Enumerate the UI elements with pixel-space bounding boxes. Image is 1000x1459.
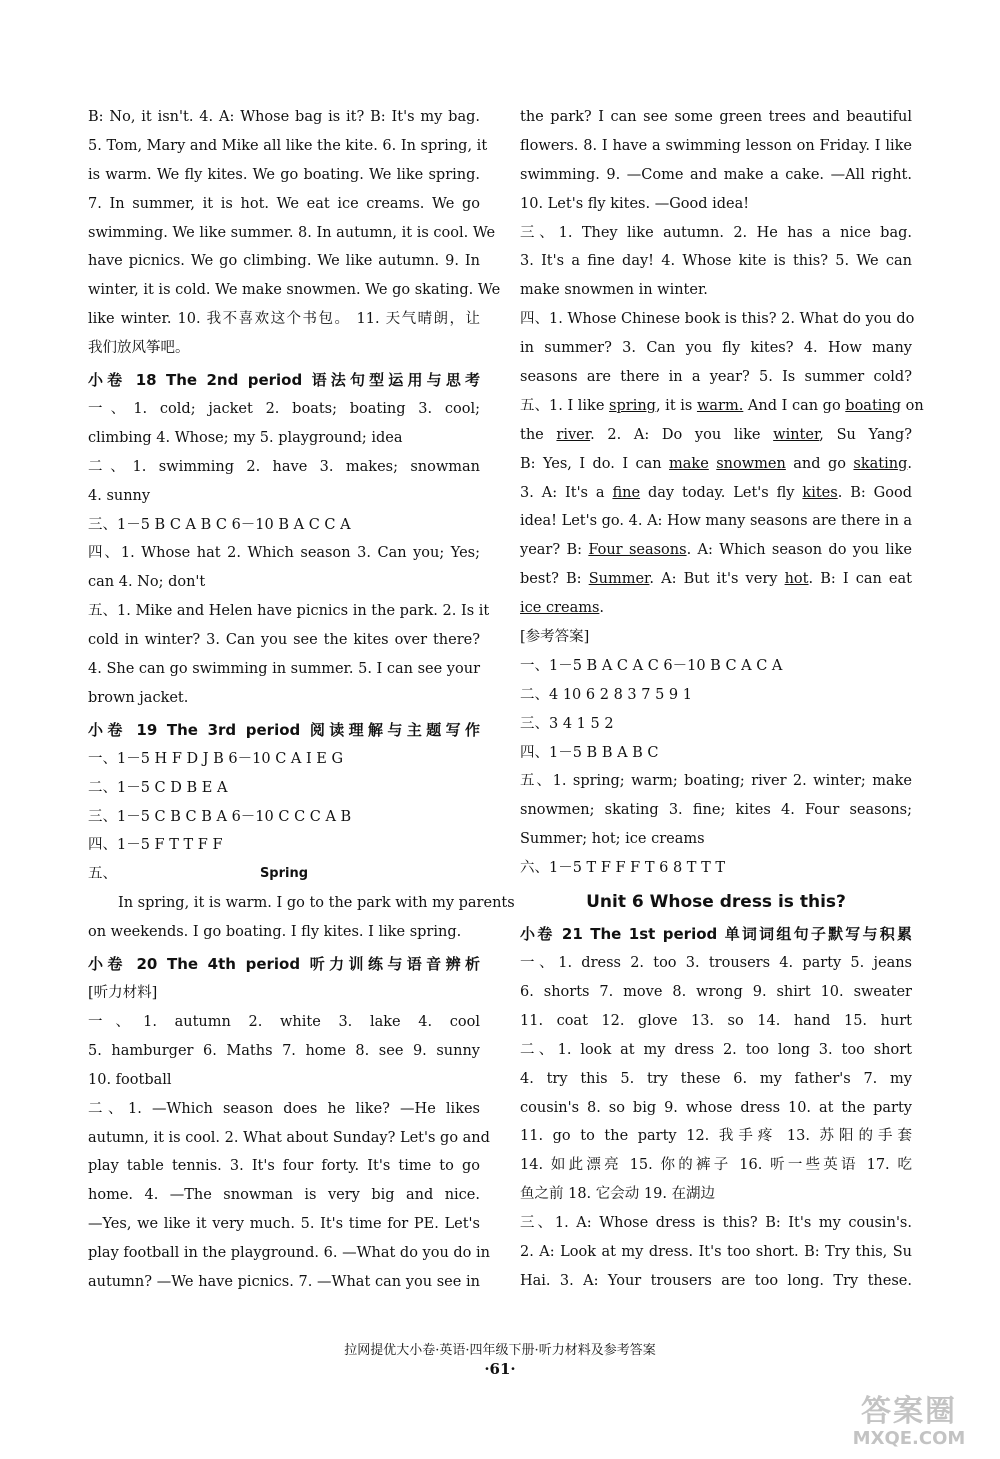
answer-line: 六、1－5 T F F F T 6 8 T T T [520, 860, 726, 877]
text-line: B: No, it isn't. 4. A: Whose bag is it? B: It's my bag. [88, 109, 480, 125]
section-20-title: 小卷 20 The 4th period 听力训练与语音辨析 [88, 955, 480, 974]
listening-line: 二、1. —Which season does he like? —He likes [88, 1100, 480, 1117]
text-line: 7. In summer, it is hot. We eat ice creams. We go [88, 195, 480, 212]
dialogue-line: 五、1. I like spring, it is warm. And I can go boating on [520, 397, 924, 414]
section-21-title: 小卷 21 The 1st period 单词词组句子默写与积累 [520, 925, 912, 944]
answer-line: 一、1. dress 2. too 3. trousers 4. party 5. jeans [520, 955, 912, 972]
listening-line: 10. Let's fly kites. —Good idea! [520, 195, 750, 212]
answer-line: 二、1. look at my dress 2. too long 3. too short [520, 1041, 912, 1058]
answer-line: 4. sunny [88, 487, 151, 504]
listening-line: 三、1. They like autumn. 2. He has a nice bag. [520, 224, 912, 241]
underlined-word: make [669, 455, 709, 472]
answer-line: 四、1. Whose hat 2. Which season 3. Can you; Yes; [88, 545, 480, 562]
dialogue-line: 3. A: It's a fine day today. Let's fly kites. B: Good [520, 484, 912, 501]
answer-line: Summer; hot; ice creams [520, 831, 705, 848]
underlined-word: river [556, 426, 591, 443]
listening-line: make snowmen in winter. [520, 282, 708, 299]
answer-line: 4. try this 5. try these 6. my father's 7. my [520, 1070, 912, 1087]
listening-line: —Yes, we like it very much. 5. It's time for PE. Let's [88, 1216, 480, 1233]
left-column [88, 103, 515, 1297]
listening-line: in summer? 3. Can you fly kites? 4. How many [520, 340, 912, 357]
page-footer: 拉网提优大小卷·英语·四年级下册·听力材料及参考答案 [344, 1343, 656, 1358]
dialogue-line: idea! Let's go. 4. A: How many seasons are there in a [520, 513, 913, 530]
answer-line: 五、1. spring; warm; boating; river 2. winter; make [520, 773, 912, 790]
section-19-title: 小卷 19 The 3rd period 阅读理解与主题写作 [88, 720, 480, 739]
answer-line: can 4. No; don't [88, 574, 206, 591]
answer-line: 一、1－5 B A C A C 6－10 B C A C A [520, 657, 783, 674]
dialogue-line: the river. 2. A: Do you like winter, Su Yang? [520, 426, 912, 443]
listening-line: swimming. 9. —Come and make a cake. —All right. [520, 166, 912, 183]
underlined-word: warm. [696, 397, 744, 414]
watermark-logo [834, 1395, 984, 1451]
underlined-word: skating [853, 455, 908, 472]
answer-line: 11. go to the party 12. 我手疼 13. 苏阳的手套 [520, 1128, 912, 1145]
answers-tag: [参考答案] [520, 629, 590, 646]
answer-line: 一、1. cold; jacket 2. boats; boating 3. cool; [88, 401, 480, 418]
text-line: 5. Tom, Mary and Mike all like the kite. 6. In spring, it [88, 137, 488, 154]
answer-line: 四、1－5 B B A B C [520, 744, 659, 761]
writing-title: Spring [259, 866, 309, 882]
essay-line: In spring, it is warm. I go to the park with my parents [118, 895, 515, 912]
dialogue-line: year? B: Four seasons. A: Which season do you like [520, 542, 912, 559]
listening-line: autumn? —We have picnics. 7. —What can you see in [88, 1273, 480, 1290]
listening-line: 5. hamburger 6. Maths 7. home 8. see 9. sunny [88, 1042, 480, 1059]
text-line: 我们放风筝吧。 [88, 340, 190, 357]
right-column [520, 103, 924, 1296]
underlined-word: fine [612, 484, 641, 501]
writing-header [88, 860, 480, 889]
answer-line: 三、1－5 B C A B C 6－10 B A C C A [88, 516, 351, 533]
writing-label: 五、 [88, 866, 117, 883]
answer-line: 11. coat 12. glove 13. so 14. hand 15. hurt [520, 1012, 912, 1029]
answer-line: 6. shorts 7. move 8. wrong 9. shirt 10. sweater [520, 983, 912, 1000]
text-line: like winter. 10. 我不喜欢这个书包。 11. 天气晴朗，让 [88, 311, 480, 328]
text-line: is warm. We fly kites. We go boating. We like spring. [88, 166, 480, 183]
dialogue-line: ice creams. [520, 600, 605, 617]
listening-line: the park? I can see some green trees and beautiful [520, 109, 912, 125]
unit-title: Unit 6 Whose dress is this? [586, 892, 846, 913]
listening-line: play table tennis. 3. It's four forty. It's time to go [88, 1158, 480, 1175]
dialogue-line: B: Yes, I do. I can make snowmen and go skating. [520, 455, 912, 472]
underlined-word: boating [845, 397, 902, 414]
watermark-logo-text: 答案圈 [861, 1394, 957, 1429]
text-line: have picnics. We go climbing. We like autumn. 9. In [88, 253, 480, 270]
underlined-word: Four seasons [588, 542, 687, 559]
underlined-word: hot [784, 571, 809, 588]
essay-line: on weekends. I go boating. I fly kites. I like spring. [88, 924, 462, 941]
listening-line: 10. football [88, 1071, 172, 1088]
answer-line: 4. She can go swimming in summer. 5. I can see your [88, 661, 480, 678]
section-18-title: 小卷 18 The 2nd period 语法句型运用与思考 [88, 371, 480, 390]
answer-line: 14. 如此漂亮 15. 你的裤子 16. 听一些英语 17. 吃 [520, 1157, 912, 1174]
answer-line: Hai. 3. A: Your trousers are too long. Try these. [520, 1272, 912, 1289]
listening-tag: [听力材料] [88, 985, 158, 1002]
answer-line: snowmen; skating 3. fine; kites 4. Four seasons; [520, 802, 912, 819]
answer-line: 三、3 4 1 5 2 [520, 715, 614, 732]
listening-line: play football in the playground. 6. —What do you do in [88, 1245, 490, 1262]
listening-line: seasons are there in a year? 5. Is summer cold? [520, 369, 912, 386]
answer-line: 三、1－5 C B C B A 6－10 C C C A B [88, 808, 352, 825]
dialogue-line: best? B: Summer. A: But it's very hot. B: I can eat [520, 571, 912, 588]
answer-line: 一、1－5 H F D J B 6－10 C A I E G [88, 750, 344, 767]
answer-line: brown jacket. [88, 689, 189, 706]
watermark-site: MXQE.COM [852, 1428, 966, 1449]
listening-line: home. 4. —The snowman is very big and nice. [88, 1187, 480, 1204]
listening-line: 3. It's a fine day! 4. Whose kite is this? 5. We can [520, 253, 912, 270]
listening-line: 一、1. autumn 2. white 3. lake 4. cool [88, 1013, 480, 1030]
text-line: winter, it is cold. We make snowmen. We go skating. We [88, 282, 501, 299]
answer-line: 2. A: Look at my dress. It's too short. B: Try this, Su [520, 1243, 912, 1260]
answer-line: climbing 4. Whose; my 5. playground; idea [88, 429, 403, 446]
listening-line: autumn, it is cool. 2. What about Sunday? Let's go and [88, 1129, 490, 1146]
answer-line: 五、1. Mike and Helen have picnics in the park. 2. Is it [88, 603, 490, 620]
answer-line: cousin's 8. so big 9. whose dress 10. at the party [520, 1099, 912, 1116]
listening-line: 四、1. Whose Chinese book is this? 2. What do you do [520, 311, 915, 328]
listening-line: flowers. 8. I have a swimming lesson on Friday. I like [520, 137, 912, 154]
answer-line: 二、4 10 6 2 8 3 7 5 9 1 [520, 686, 692, 703]
underlined-word: winter [773, 426, 820, 443]
answer-line: 二、1－5 C D B E A [88, 779, 228, 796]
answer-line: 鱼之前 18. 它会动 19. 在湖边 [520, 1186, 716, 1203]
underlined-word: kites [802, 484, 838, 501]
underlined-word: Summer [588, 571, 650, 588]
underlined-word: ice creams [520, 600, 600, 617]
page-number: ·61· [484, 1360, 516, 1378]
answer-line: 二、1. swimming 2. have 3. makes; snowman [88, 458, 480, 475]
answer-line: 三、1. A: Whose dress is this? B: It's my cousin's. [520, 1215, 912, 1232]
answer-line: cold in winter? 3. Can you see the kites over there? [88, 632, 480, 649]
underlined-word: spring [609, 397, 656, 414]
text-line: swimming. We like summer. 8. In autumn, it is cool. We [88, 224, 496, 241]
underlined-word: snowmen [716, 455, 786, 472]
answer-line: 四、1－5 F T T F F [88, 837, 223, 854]
